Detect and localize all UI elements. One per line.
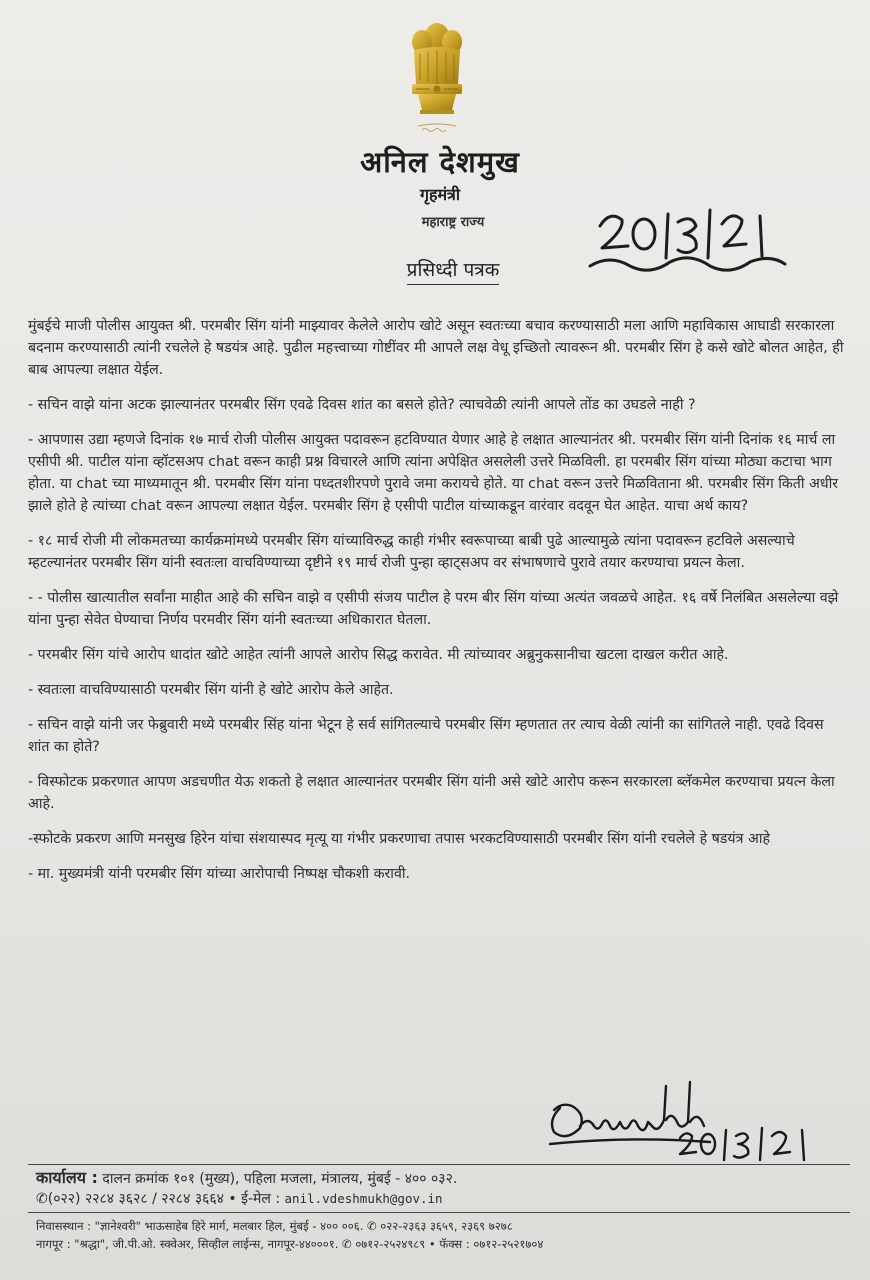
- body-paragraph: - आपणास उद्या म्हणजे दिनांक १७ मार्च रोजी पोलीस आयुक्त पदावरून हटविण्यात येणार आहे हे लक्षात आल्यानंतर श्री. परमबीर सिंग यांनी दिनांक १६ मार्च ला एसीपी श्री. पाटील यांना व्हॉटसअप chat वरून काही प्रश्न विचारले आणि त्यांना अपेक्षित असलेली उत्तरे मिळविली. हा परमबीर सिंग यांच्या मोठ्या कटाचा भाग होता. या chat च्या माध्यमातून श्री. परमबीर सिंग यांना पध्दतशीरपणे पुरावे जमा करायचे होते. या chat वरून उत्तरे मिळविताना श्री. परमबीर सिंग किती अधीर झाले होते हे त्यांच्या chat वरून आपल्या लक्षात येईल. परमबीर सिंग हे एसीपी पाटील यांच्याकडून वारंवार वदवून घेत आहेत. याचा अर्थ काय?: [28, 432, 839, 514]
- handwritten-signature: [540, 1080, 850, 1170]
- minister-designation: गृहमंत्री: [419, 185, 461, 204]
- office-phone: ✆(०२२) २२८४ ३६२८ / २२८४ ३६६४: [36, 1191, 224, 1207]
- residence-address-block: [36, 1217, 856, 1253]
- residence-mumbai: निवासस्थान : "ज्ञानेश्वरी" भाऊसाहेब हिरे मार्ग, मलबार हिल, मुंबई - ४०० ००६. ✆ ०२२-२३६३ ३६५९, २३६९ ७२७८: [36, 1219, 513, 1233]
- body-paragraph: - मा. मुख्यमंत्री यांनी परमबीर सिंग यांच्या आरोपाची निष्पक्ष चौकशी करावी.: [28, 866, 411, 882]
- state-name: महाराष्ट्र राज्य: [421, 215, 485, 230]
- body-paragraph: - सचिन वाझे यांनी जर फेब्रुवारी मध्ये परमबीर सिंह यांना भेटून हे सर्व सांगितल्याचे परमबीर सिंग म्हणतात तर त्याच वेळी त्यांनी का सांगितले नाही. एवढे दिवस शांत का होते?: [28, 717, 824, 755]
- body-paragraph: मुंबईचे माजी पोलीस आयुक्त श्री. परमबीर सिंग यांनी माझ्यावर केलेले आरोप खोटे असून स्वतःच्या बचाव करण्यासाठी मला आणि महाविकास आघाडी सरकारला बदनाम करण्यासाठी त्यांनी रचलेले हे षडयंत्र आहे. पुढील महत्त्वाच्या गोष्टींवर मी आपले लक्ष वेधू इच्छितो त्यावरून श्री. परमबीर सिंग हे कसे खोटे बोलत आहेत, ही बाब आपल्या लक्षात येईल.: [28, 318, 844, 378]
- footer-divider: [28, 1212, 850, 1213]
- minister-name: अनिल देशमुख: [360, 145, 520, 179]
- body-paragraph: - विस्फोटक प्रकरणात आपण अडचणीत येऊ शकतो हे लक्षात आल्यानंतर परमबीर सिंग यांनी असे खोटे आरोप करून सरकारला ब्लॅकमेल करण्याचा प्रयत्न केला आहे.: [28, 774, 835, 812]
- email-address: anil.vdeshmukh@gov.in: [284, 1191, 443, 1206]
- office-label: कार्यालय :: [36, 1168, 98, 1187]
- footer-divider: [28, 1164, 850, 1165]
- office-address: दालन क्रमांक १०१ (मुख्य), पहिला मजला, मंत्रालय, मुंबई - ४०० ०३२.: [102, 1171, 458, 1187]
- body-paragraph: - १८ मार्च रोजी मी लोकमतच्या कार्यक्रमांमध्ये परमबीर सिंग यांच्याविरुद्ध काही गंभीर स्वरूपाच्या बाबी पुढे आल्यामुळे त्यांना पदावरून हटविले असल्याचे म्हटल्यानंतर परमबीर सिंग यांनी स्वतःला वाचविण्याच्या दृष्टीने १९ मार्च रोजी पुन्हा व्हाट्सअप वर संभाषणाचे पुरावे तयार करण्याचा प्रयत्न केला.: [28, 533, 795, 571]
- email-label: • ई-मेल :: [228, 1191, 281, 1207]
- body-paragraph: - सचिन वाझे यांना अटक झाल्यानंतर परमबीर सिंग एवढे दिवस शांत का बसले होते? त्याचवेळी त्यांनी आपले तोंड का उघडले नाही ?: [28, 397, 696, 413]
- residence-nagpur: नागपूर : "श्रद्धा", जी.पी.ओ. स्क्वेअर, सिव्हील लाईन्स, नागपूर-४४०००१. ✆ ०७१२-२५२४९८९ • फॅक्स : ०७१२-२५२१७०४: [36, 1237, 544, 1251]
- handwritten-date-top: [580, 196, 810, 276]
- press-release-body: [28, 315, 848, 898]
- state-emblem-icon: [404, 14, 470, 138]
- body-paragraph: - - पोलीस खात्यातील सर्वांना माहीत आहे की सचिन वाझे व एसीपी संजय पाटील हे परम बीर सिंग यांच्या अत्यंत जवळचे आहेत. १६ वर्षे निलंबित असलेल्या वझे यांना पुन्हा सेवेत घेण्याचा निर्णय परमवीर सिंग यांनी स्वतःच्या अधिकारात घेतला.: [28, 590, 839, 628]
- body-paragraph: - परमबीर सिंग यांचे आरोप धादांत खोटे आहेत त्यांनी आपले आरोप सिद्ध करावेत. मी त्यांच्यावर अब्रुनुकसानीचा खटला दाखल करीत आहे.: [28, 647, 729, 663]
- office-line-2: [36, 1189, 856, 1209]
- body-paragraph: -स्फोटके प्रकरण आणि मनसुख हिरेन यांचा संशयास्पद मृत्यू या गंभीर प्रकरणाचा तपास भरकटविण्यासाठी परमबीर सिंग यांनी रचलेले हे षडयंत्र आहे: [28, 831, 770, 847]
- office-address-block: [36, 1168, 856, 1209]
- body-paragraph: - स्वतःला वाचविण्यासाठी परमबीर सिंग यांनी हे खोटे आरोप केले आहेत.: [28, 682, 394, 698]
- office-line-1: [36, 1168, 856, 1189]
- document-type-label: प्रसिध्दी पत्रक: [407, 259, 500, 285]
